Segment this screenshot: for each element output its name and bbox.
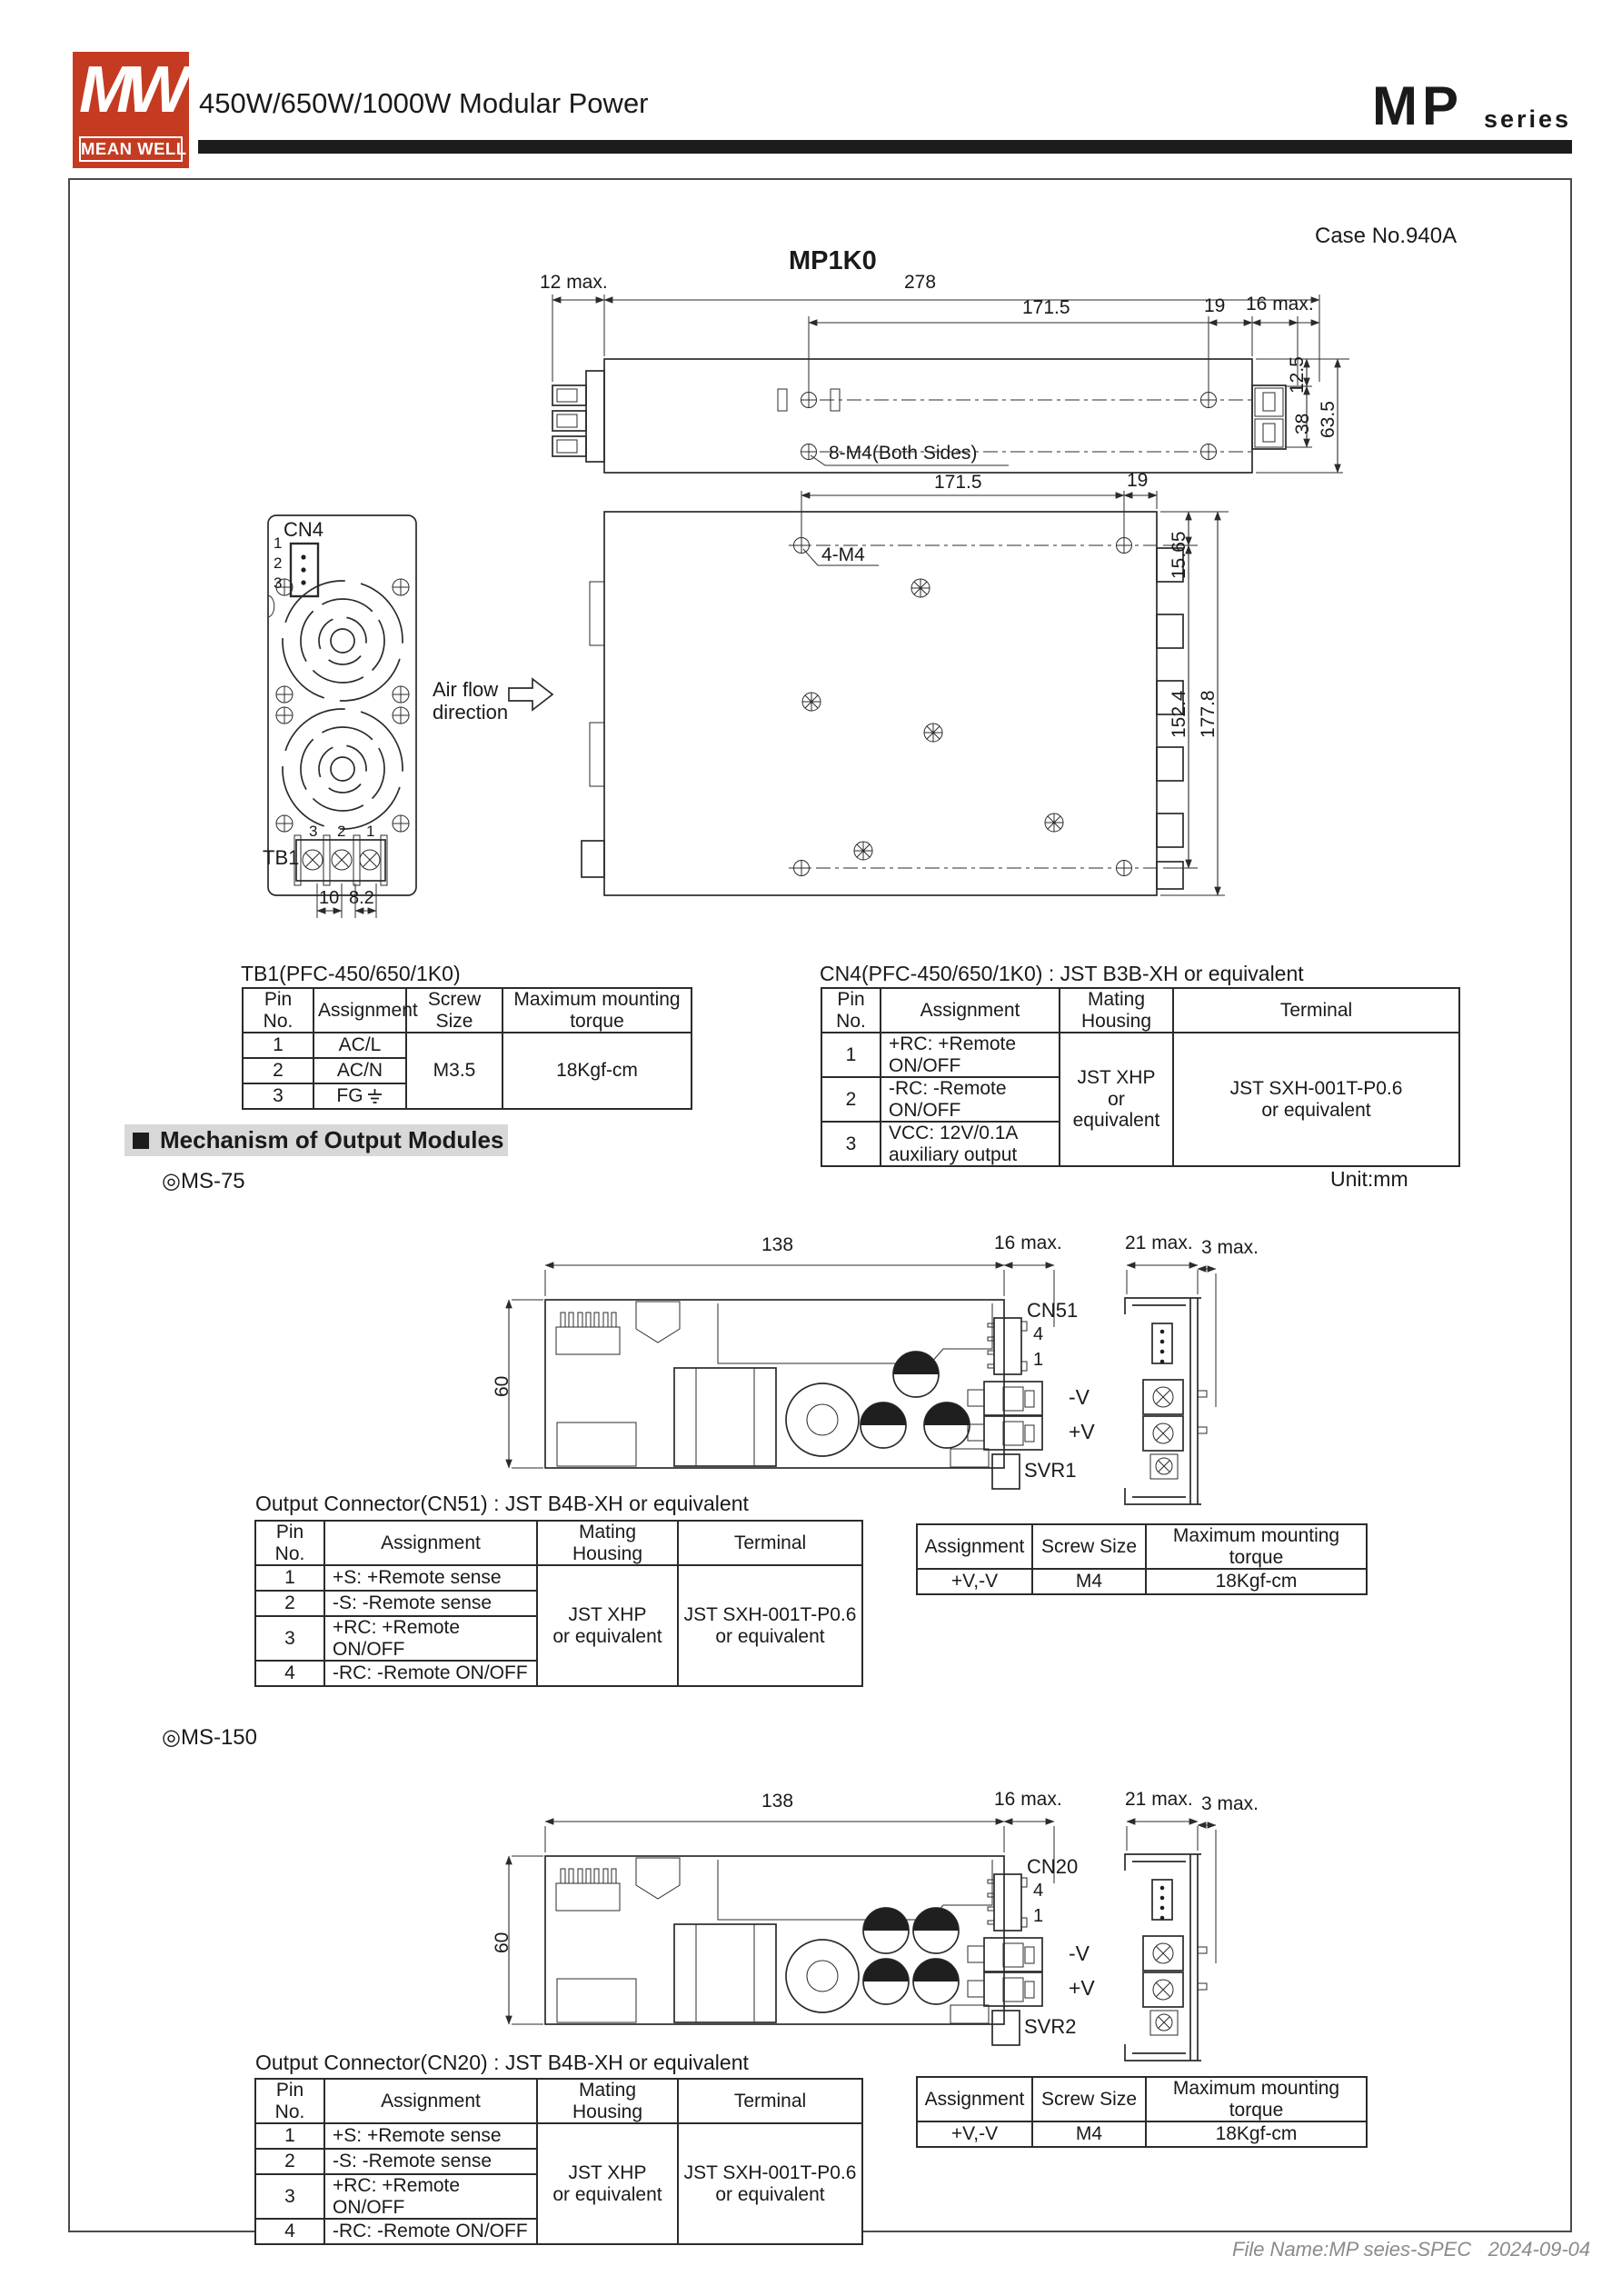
cell-assignment: VCC: 12V/0.1A auxiliary output xyxy=(881,1122,1060,1166)
output-module-drawing xyxy=(509,1265,1216,1504)
ms150-pos-v: +V xyxy=(1069,1976,1095,2000)
ms150-pin1: 1 xyxy=(1033,1906,1044,1926)
dim-63-5: 63.5 xyxy=(1318,401,1338,438)
col-screw: Screw Size xyxy=(1032,1524,1146,1569)
cn4-col-pin: Pin No. xyxy=(821,988,881,1033)
col-mating: Mating Housing xyxy=(537,1521,678,1565)
cell-pin: 3 xyxy=(255,2174,324,2219)
mp1k0-top-view xyxy=(582,491,1229,895)
tb1-col-assignment: Assignment xyxy=(313,988,406,1033)
ms150-svr: SVR2 xyxy=(1024,2015,1077,2038)
col-pin: Pin No. xyxy=(255,2079,324,2123)
cell-assignment: -S: -Remote sense xyxy=(324,1591,537,1616)
cell-mating: JST XHP or equivalent xyxy=(537,1565,678,1686)
cell-torque: 18Kgf-cm xyxy=(1146,2121,1367,2147)
ms75-pos-v: +V xyxy=(1069,1420,1095,1443)
airflow-arrow-icon xyxy=(509,679,552,710)
ms75-dim-60: 60 xyxy=(492,1375,512,1397)
cell-assignment: +V,-V xyxy=(917,2121,1032,2147)
cell-pin: 3 xyxy=(243,1083,313,1109)
logo-wordmark: MEAN WELL xyxy=(79,136,183,162)
cn51-table xyxy=(254,1520,863,1687)
cell-pin: 2 xyxy=(255,2149,324,2174)
cell-torque: 18Kgf-cm xyxy=(1146,1569,1367,1594)
dim-278: 278 xyxy=(904,272,937,293)
cn51-table-title: Output Connector(CN51) : JST B4B-XH or equivalent xyxy=(255,1492,749,1515)
ms75-pin1: 1 xyxy=(1033,1350,1044,1370)
cn4-table-title: CN4(PFC-450/650/1K0) : JST B3B-XH or equivalent xyxy=(820,962,1304,985)
cell-torque: 18Kgf-cm xyxy=(503,1033,692,1109)
ground-icon xyxy=(366,1088,383,1103)
dim-19-side: 19 xyxy=(1204,295,1226,316)
ms75-label: ◎MS-75 xyxy=(162,1169,245,1193)
dim-12-5: 12.5 xyxy=(1287,356,1308,394)
cell-assignment: +S: +Remote sense xyxy=(324,2123,537,2149)
cell-pin: 1 xyxy=(821,1033,881,1077)
col-assignment: Assignment xyxy=(324,2079,537,2123)
ms150-pin4: 4 xyxy=(1033,1881,1044,1901)
cn4-pin1: 1 xyxy=(274,534,283,552)
cell-assignment: -RC: -Remote ON/OFF xyxy=(881,1077,1060,1122)
cell-pin: 1 xyxy=(255,1565,324,1591)
label-8m4: 8-M4(Both Sides) xyxy=(829,443,978,464)
cn4-col-mating: Mating Housing xyxy=(1060,988,1173,1033)
ms75-neg-v: -V xyxy=(1069,1385,1090,1409)
cell-assignment xyxy=(313,1083,406,1109)
col-screw: Screw Size xyxy=(1032,2077,1146,2121)
section-bullet-icon xyxy=(133,1133,149,1149)
ms75-dim-3max: 3 max. xyxy=(1201,1237,1259,1258)
cell-assignment: -RC: -Remote ON/OFF xyxy=(324,2219,537,2244)
cell-pin: 3 xyxy=(255,1616,324,1661)
col-assignment: Assignment xyxy=(917,1524,1032,1569)
col-terminal: Terminal xyxy=(678,1521,862,1565)
tb1-col-torque: Maximum mounting torque xyxy=(503,988,692,1033)
cell-pin: 1 xyxy=(255,2123,324,2149)
cell-assignment: +V,-V xyxy=(917,1569,1032,1594)
cell-assignment: -S: -Remote sense xyxy=(324,2149,537,2174)
label-4m4: 4-M4 xyxy=(821,544,865,565)
ms150-dim-60: 60 xyxy=(492,1932,512,1953)
tb1-table xyxy=(242,987,692,1110)
ms150-label: ◎MS-150 xyxy=(162,1725,257,1750)
cell-mating: JST XHP or equivalent xyxy=(537,2123,678,2244)
cn4-col-terminal: Terminal xyxy=(1173,988,1459,1033)
ms150-dim-16max: 16 max. xyxy=(994,1789,1062,1810)
ms75-svr: SVR1 xyxy=(1024,1459,1077,1482)
airflow-line2: direction xyxy=(433,701,509,724)
ms150-screw-table xyxy=(916,2076,1368,2148)
tb1-pin1: 1 xyxy=(366,823,375,840)
table-row xyxy=(255,1565,862,1591)
cell-pin: 4 xyxy=(255,1661,324,1686)
cell-pin: 1 xyxy=(243,1033,313,1058)
section-title: Mechanism of Output Modules xyxy=(160,1126,504,1153)
dim-171-5-side: 171.5 xyxy=(1022,297,1070,318)
tb1-col-pin: Pin No. xyxy=(243,988,313,1033)
cell-mating: JST XHP or equivalent xyxy=(1060,1033,1173,1166)
ms150-dim-138: 138 xyxy=(761,1791,794,1812)
cell-pin: 4 xyxy=(255,2219,324,2244)
col-assignment: Assignment xyxy=(917,2077,1032,2121)
section-header-mechanism xyxy=(124,1124,508,1156)
cell-assignment: AC/L xyxy=(313,1033,406,1058)
cell-terminal: JST SXH-001T-P0.6 or equivalent xyxy=(678,2123,862,2244)
cell-pin: 3 xyxy=(821,1122,881,1166)
ms150-cn-label: CN20 xyxy=(1027,1855,1079,1878)
cn20-table-title: Output Connector(CN20) : JST B4B-XH or equivalent xyxy=(255,2051,749,2074)
dim-19-top: 19 xyxy=(1127,470,1149,491)
cell-terminal: JST SXH-001T-P0.6 or equivalent xyxy=(1173,1033,1459,1166)
ms75-dim-21max: 21 max. xyxy=(1125,1233,1193,1253)
tb1-pin2: 2 xyxy=(337,823,346,840)
col-torque: Maximum mounting torque xyxy=(1146,1524,1367,1569)
mp1k0-front-view xyxy=(267,515,552,918)
footer-filename: File Name:MP seies-SPEC 2024-09-04 xyxy=(1232,2238,1591,2261)
case-number: Case No.940A xyxy=(1315,224,1458,248)
ms75-dim-138: 138 xyxy=(761,1234,794,1255)
tb1-pin3: 3 xyxy=(309,823,318,840)
bullseye-icon: ◎ xyxy=(162,1725,181,1750)
cn4-pin3: 3 xyxy=(274,574,283,592)
cell-assignment: -RC: -Remote ON/OFF xyxy=(324,1661,537,1686)
cell-assignment: AC/N xyxy=(313,1058,406,1083)
tb1-col-screw: Screw Size xyxy=(406,988,503,1033)
bullseye-icon: ◎ xyxy=(162,1169,181,1193)
cell-assignment: +S: +Remote sense xyxy=(324,1565,537,1591)
ms75-screw-table xyxy=(916,1523,1368,1595)
cn20-table xyxy=(254,2078,863,2245)
cn4-table xyxy=(821,987,1460,1167)
airflow-line1: Air flow xyxy=(433,678,499,701)
col-terminal: Terminal xyxy=(678,2079,862,2123)
ms150-dim-21max: 21 max. xyxy=(1125,1789,1193,1810)
dim-171-5-top: 171.5 xyxy=(934,472,982,493)
cell-pin: 2 xyxy=(255,1591,324,1616)
col-mating: Mating Housing xyxy=(537,2079,678,2123)
ms75-pin4: 4 xyxy=(1033,1324,1044,1344)
table-row xyxy=(917,1569,1367,1594)
ms150-drawing xyxy=(509,1822,1216,2061)
col-assignment: Assignment xyxy=(324,1521,537,1565)
dim-38: 38 xyxy=(1292,413,1313,434)
cell-assignment: +RC: +Remote ON/OFF xyxy=(324,2174,537,2219)
cell-screw-size: M3.5 xyxy=(406,1033,503,1109)
table-row xyxy=(255,2123,862,2149)
col-pin: Pin No. xyxy=(255,1521,324,1565)
dim-16max-side: 16 max. xyxy=(1246,294,1314,314)
series-name: MP xyxy=(1372,75,1463,136)
ms75-cn-label: CN51 xyxy=(1027,1299,1079,1322)
cell-assignment: +RC: +Remote ON/OFF xyxy=(881,1033,1060,1077)
dim-15-65: 15.65 xyxy=(1169,531,1189,579)
ms75-dim-16max: 16 max. xyxy=(994,1233,1062,1253)
cell-screw: M4 xyxy=(1032,1569,1146,1594)
tb1-table-title: TB1(PFC-450/650/1K0) xyxy=(241,962,461,985)
table-row xyxy=(917,2121,1367,2147)
col-torque: Maximum mounting torque xyxy=(1146,2077,1367,2121)
document-title: 450W/650W/1000W Modular Power xyxy=(199,87,649,119)
cell-screw: M4 xyxy=(1032,2121,1146,2147)
unit-label: Unit:mm xyxy=(1330,1167,1408,1191)
ms150-dim-3max: 3 max. xyxy=(1201,1793,1259,1814)
label-tb1: TB1 xyxy=(263,846,300,869)
cell-assignment: +RC: +Remote ON/OFF xyxy=(324,1616,537,1661)
series-suffix: series xyxy=(1484,105,1572,133)
dim-8-2: 8.2 xyxy=(349,888,374,908)
table-row xyxy=(821,1033,1459,1077)
drawing-title-mp1k0: MP1K0 xyxy=(789,246,877,275)
ms75-capacitors xyxy=(861,1352,970,1448)
cn4-pin2: 2 xyxy=(274,554,283,572)
dim-12max: 12 max. xyxy=(540,272,608,293)
ms150-neg-v: -V xyxy=(1069,1942,1090,1965)
fg-label: FG xyxy=(336,1085,363,1107)
logo-mw-icon: MW xyxy=(79,54,183,126)
ms150-capacitors xyxy=(863,1908,959,2004)
cell-pin: 2 xyxy=(243,1058,313,1083)
cell-terminal: JST SXH-001T-P0.6 or equivalent xyxy=(678,1565,862,1686)
table-row xyxy=(243,1033,692,1058)
cell-pin: 2 xyxy=(821,1077,881,1122)
dim-152-4: 152.4 xyxy=(1169,690,1189,738)
dim-10: 10 xyxy=(319,888,340,908)
dim-177-8: 177.8 xyxy=(1198,690,1219,738)
label-cn4: CN4 xyxy=(284,518,324,541)
cn4-col-assignment: Assignment xyxy=(881,988,1060,1033)
